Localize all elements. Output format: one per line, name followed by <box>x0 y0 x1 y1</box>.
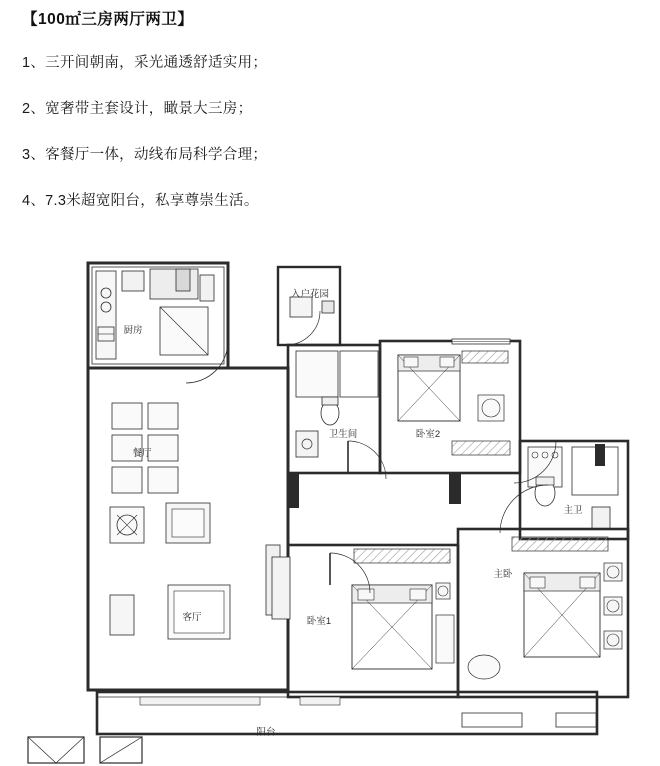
page-title-text: 【100㎡三房两厅两卫】 <box>22 11 194 28</box>
room-label-kitchen: 厨房 <box>123 325 143 336</box>
room-label-master-bedroom: 主卧 <box>493 569 513 580</box>
floor-plan <box>0 245 660 765</box>
room-label-entry-garden: 入户花园 <box>290 289 330 300</box>
room-label-living: 客厅 <box>182 612 202 623</box>
plan-walls <box>28 263 628 763</box>
room-label-master-bath: 主卫 <box>563 505 583 516</box>
feature-item-4: 4、7.3米超宽阳台，私享尊崇生活。 <box>22 192 259 209</box>
description-block <box>22 8 638 236</box>
room-label-bathroom1: 卫生间 <box>328 429 358 440</box>
room-label-balcony: 阳台 <box>256 727 276 738</box>
room-label-bedroom2: 卧室2 <box>415 429 441 440</box>
room-label-dining: 餐厅 <box>132 448 152 459</box>
feature-item-1: 1、三开间朝南，采光通透舒适实用； <box>22 55 268 72</box>
feature-item-2: 2、宽奢带主套设计，瞰景大三房； <box>22 101 253 117</box>
page-title <box>22 8 638 31</box>
room-label-bedroom1: 卧室1 <box>306 616 332 627</box>
feature-item-3: 3、客餐厅一体，动线布局科学合理； <box>22 146 268 163</box>
